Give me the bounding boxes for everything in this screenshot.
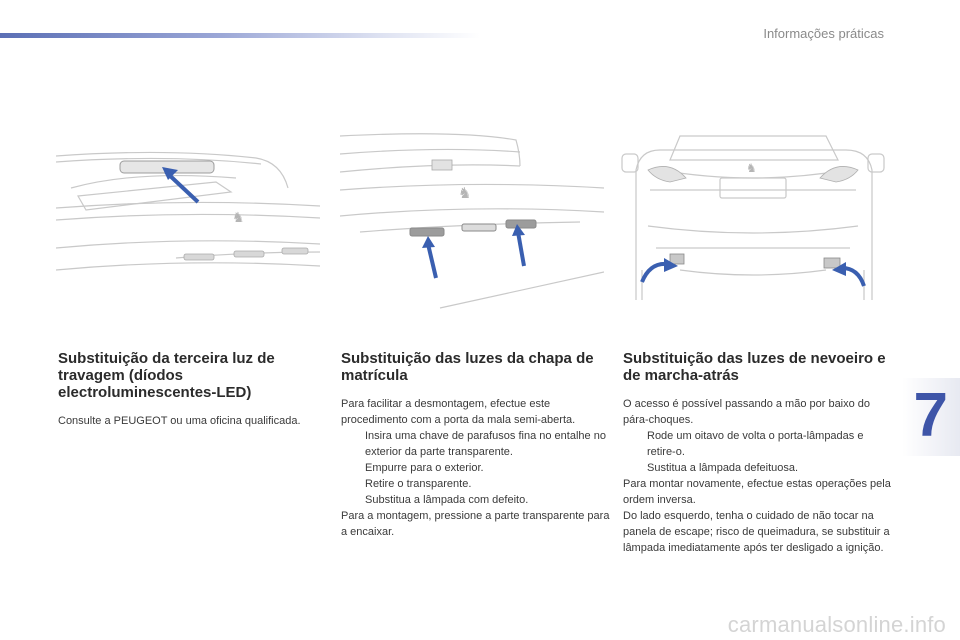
bullet-item <box>341 428 611 460</box>
bullet-text: Substitua a lâmpada com defeito. <box>365 494 529 506</box>
bullet-item <box>623 460 893 476</box>
section-heading: Substituição das luzes de nevoeiro e de marcha-atrás <box>623 350 886 384</box>
section-third-brake-light <box>58 350 328 429</box>
section-heading: Substituição da terceira luz de travagem (díodos electroluminescentes-LED) <box>58 350 275 401</box>
illustration-third-brake-light <box>56 148 320 280</box>
paragraph: Do lado esquerdo, tenha o cuidado de não tocar na panela de escape; risco de queimadura, se substituir a lâmpada imediatamente após ter desligado a ignição. <box>623 510 890 554</box>
bullet-item <box>341 460 611 476</box>
paragraph: Para a montagem, pressione a parte transparente para a encaixar. <box>341 510 610 538</box>
header-accent-bar <box>0 33 480 38</box>
bullet-item <box>341 476 611 492</box>
paragraph: Para facilitar a desmontagem, efectue este procedimento com a porta da mala semi-aberta. <box>341 398 576 426</box>
svg-text:♞: ♞ <box>746 161 757 175</box>
bullet-text: Insira uma chave de parafusos fina no entalhe no exterior da parte transparente. <box>365 430 606 458</box>
watermark: carmanualsonline.info <box>727 612 946 637</box>
section-heading: Substituição das luzes da chapa de matrícula <box>341 350 594 384</box>
bullet-text: Rode um oitavo de volta o porta-lâmpadas e retire-o. <box>647 430 864 458</box>
illustration-fog-reverse-lights <box>620 130 886 302</box>
section-fog-reverse-lights <box>623 350 893 556</box>
bullet-item <box>341 492 611 508</box>
bullet-text: Empurre para o exterior. <box>365 462 484 474</box>
rear-bumper-icon <box>620 130 886 302</box>
paragraph: O acesso é possível passando a mão por baixo do pára-choques. <box>623 398 871 426</box>
svg-text:♞: ♞ <box>232 210 245 226</box>
section-title: Informações práticas <box>763 26 884 41</box>
svg-text:♞: ♞ <box>458 184 472 202</box>
section-plate-lights <box>341 350 611 540</box>
tailgate-plate-icon <box>340 132 604 310</box>
tailgate-upper-icon <box>56 148 320 280</box>
bullet-text: Retire o transparente. <box>365 478 472 490</box>
chapter-number: 7 <box>913 381 948 450</box>
illustration-plate-lights <box>340 132 604 310</box>
paragraph: Para montar novamente, efectue estas operações pela ordem inversa. <box>623 478 891 506</box>
bullet-text: Sustitua a lâmpada defeituosa. <box>647 462 799 474</box>
paragraph: Consulte a PEUGEOT ou uma oficina qualificada. <box>58 415 301 427</box>
bullet-item <box>623 428 893 460</box>
